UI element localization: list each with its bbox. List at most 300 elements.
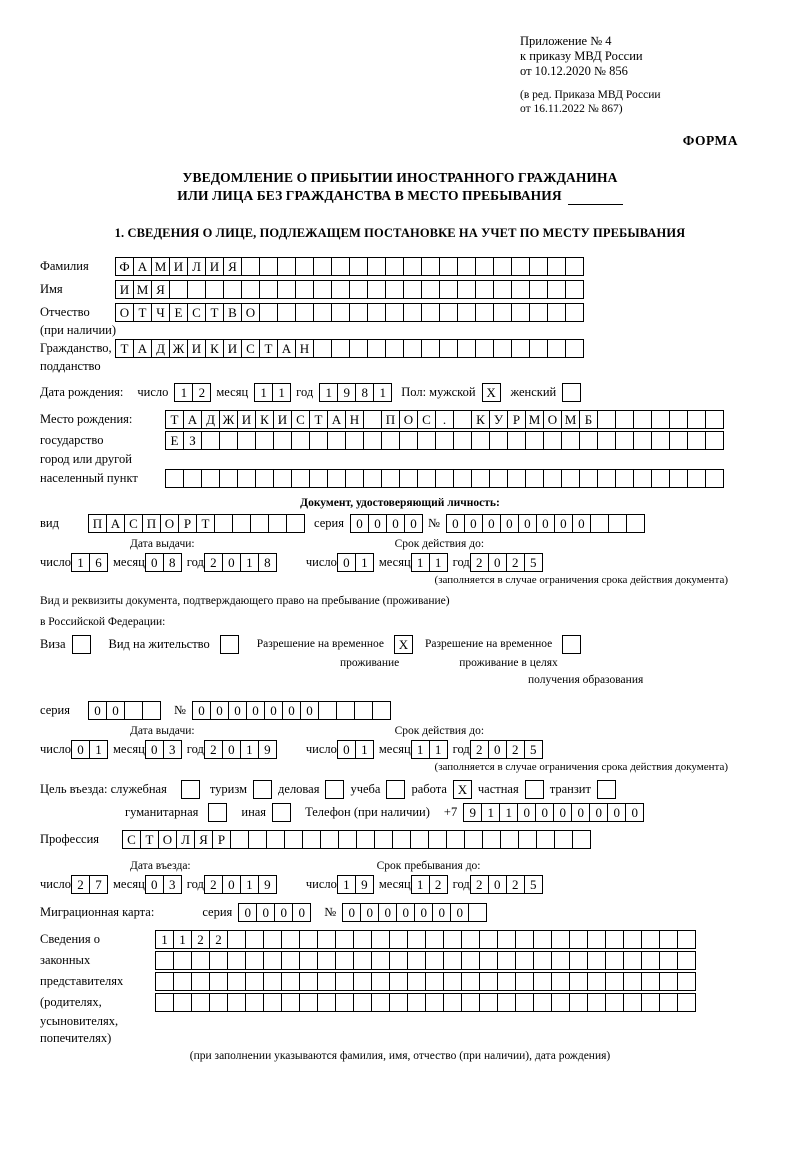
char-cell[interactable]: Н (345, 410, 364, 429)
char-cell[interactable] (605, 930, 624, 949)
char-cell[interactable]: 0 (360, 903, 379, 922)
permit-valid-month-input[interactable] (411, 740, 447, 759)
char-cell[interactable]: 0 (572, 514, 591, 533)
char-cell[interactable] (705, 469, 724, 488)
char-cell[interactable] (367, 257, 386, 276)
char-cell[interactable]: 8 (163, 553, 182, 572)
char-cell[interactable]: 0 (274, 903, 293, 922)
char-cell[interactable] (453, 410, 472, 429)
char-cell[interactable] (124, 701, 143, 720)
char-cell[interactable] (587, 951, 606, 970)
char-cell[interactable] (565, 339, 584, 358)
migration-series-input[interactable] (238, 903, 310, 922)
char-cell[interactable]: 1 (240, 553, 259, 572)
char-cell[interactable]: К (471, 410, 490, 429)
char-cell[interactable]: 0 (145, 740, 164, 759)
char-cell[interactable] (543, 431, 562, 450)
char-cell[interactable] (421, 257, 440, 276)
char-cell[interactable]: 0 (589, 803, 608, 822)
char-cell[interactable]: С (291, 410, 310, 429)
char-cell[interactable] (569, 930, 588, 949)
char-cell[interactable] (263, 993, 282, 1012)
char-cell[interactable]: С (122, 830, 141, 849)
char-cell[interactable]: . (435, 410, 454, 429)
char-cell[interactable]: К (205, 339, 224, 358)
char-cell[interactable] (623, 930, 642, 949)
char-cell[interactable] (511, 280, 530, 299)
char-cell[interactable]: 2 (71, 875, 90, 894)
char-cell[interactable]: 0 (432, 903, 451, 922)
char-cell[interactable] (313, 257, 332, 276)
identity-valid-year-input[interactable] (470, 553, 542, 572)
phone-input[interactable] (463, 803, 643, 822)
char-cell[interactable]: С (417, 410, 436, 429)
identity-valid-day-input[interactable] (337, 553, 373, 572)
char-cell[interactable] (335, 930, 354, 949)
char-cell[interactable]: У (489, 410, 508, 429)
char-cell[interactable] (250, 514, 269, 533)
char-cell[interactable]: 0 (222, 740, 241, 759)
char-cell[interactable] (705, 410, 724, 429)
char-cell[interactable] (439, 257, 458, 276)
char-cell[interactable] (227, 930, 246, 949)
char-cell[interactable] (389, 993, 408, 1012)
char-cell[interactable]: Т (140, 830, 159, 849)
char-cell[interactable]: 1 (355, 740, 374, 759)
birth-month-input[interactable] (254, 383, 290, 402)
stay-month-input[interactable] (411, 875, 447, 894)
char-cell[interactable]: 0 (264, 701, 283, 720)
char-cell[interactable]: 2 (204, 740, 223, 759)
char-cell[interactable] (687, 410, 706, 429)
char-cell[interactable] (536, 830, 555, 849)
char-cell[interactable] (597, 410, 616, 429)
char-cell[interactable]: 8 (355, 383, 374, 402)
char-cell[interactable] (677, 951, 696, 970)
char-cell[interactable] (407, 972, 426, 991)
char-cell[interactable]: М (525, 410, 544, 429)
char-cell[interactable] (443, 993, 462, 1012)
char-cell[interactable]: 2 (209, 930, 228, 949)
char-cell[interactable]: 0 (337, 553, 356, 572)
char-cell[interactable] (349, 303, 368, 322)
char-cell[interactable] (547, 257, 566, 276)
char-cell[interactable] (245, 972, 264, 991)
char-cell[interactable]: 1 (254, 383, 273, 402)
char-cell[interactable]: 0 (488, 553, 507, 572)
char-cell[interactable]: 0 (488, 740, 507, 759)
char-cell[interactable] (317, 930, 336, 949)
char-cell[interactable]: 0 (500, 514, 519, 533)
char-cell[interactable] (367, 280, 386, 299)
char-cell[interactable] (227, 951, 246, 970)
char-cell[interactable]: 1 (272, 383, 291, 402)
purpose-business-checkbox[interactable] (325, 780, 344, 799)
char-cell[interactable] (633, 431, 652, 450)
permit-number-input[interactable] (192, 701, 390, 720)
char-cell[interactable] (482, 830, 501, 849)
char-cell[interactable] (338, 830, 357, 849)
permit-series-input[interactable] (88, 701, 160, 720)
char-cell[interactable]: 3 (163, 875, 182, 894)
char-cell[interactable] (223, 280, 242, 299)
char-cell[interactable] (497, 993, 516, 1012)
entry-year-input[interactable] (204, 875, 276, 894)
char-cell[interactable] (471, 469, 490, 488)
char-cell[interactable]: 1 (411, 553, 430, 572)
char-cell[interactable] (493, 303, 512, 322)
char-cell[interactable] (155, 951, 174, 970)
char-cell[interactable] (353, 972, 372, 991)
char-cell[interactable]: О (399, 410, 418, 429)
char-cell[interactable] (313, 303, 332, 322)
purpose-transit-checkbox[interactable] (597, 780, 616, 799)
representatives-row-1[interactable] (155, 930, 695, 949)
char-cell[interactable]: 5 (524, 740, 543, 759)
char-cell[interactable] (457, 339, 476, 358)
char-cell[interactable]: А (133, 257, 152, 276)
char-cell[interactable]: К (255, 410, 274, 429)
char-cell[interactable] (479, 951, 498, 970)
char-cell[interactable] (641, 993, 660, 1012)
char-cell[interactable] (245, 951, 264, 970)
char-cell[interactable]: Я (223, 257, 242, 276)
char-cell[interactable] (569, 972, 588, 991)
char-cell[interactable] (237, 469, 256, 488)
char-cell[interactable]: 0 (536, 514, 555, 533)
char-cell[interactable] (421, 280, 440, 299)
char-cell[interactable] (417, 469, 436, 488)
char-cell[interactable] (659, 972, 678, 991)
char-cell[interactable] (245, 993, 264, 1012)
char-cell[interactable]: 1 (499, 803, 518, 822)
char-cell[interactable]: 0 (464, 514, 483, 533)
sex-female-checkbox[interactable] (562, 383, 581, 402)
char-cell[interactable]: И (273, 410, 292, 429)
char-cell[interactable] (687, 431, 706, 450)
char-cell[interactable] (299, 993, 318, 1012)
char-cell[interactable]: 5 (524, 553, 543, 572)
char-cell[interactable] (273, 469, 292, 488)
char-cell[interactable]: 0 (488, 875, 507, 894)
char-cell[interactable] (353, 951, 372, 970)
char-cell[interactable] (623, 951, 642, 970)
char-cell[interactable]: 0 (553, 803, 572, 822)
char-cell[interactable] (475, 280, 494, 299)
char-cell[interactable] (232, 514, 251, 533)
char-cell[interactable] (371, 993, 390, 1012)
char-cell[interactable] (349, 257, 368, 276)
char-cell[interactable]: 2 (191, 930, 210, 949)
char-cell[interactable]: 0 (337, 740, 356, 759)
char-cell[interactable] (561, 431, 580, 450)
char-cell[interactable]: 0 (246, 701, 265, 720)
char-cell[interactable] (551, 972, 570, 991)
purpose-official-checkbox[interactable] (181, 780, 200, 799)
char-cell[interactable]: А (277, 339, 296, 358)
char-cell[interactable] (633, 410, 652, 429)
char-cell[interactable] (317, 972, 336, 991)
char-cell[interactable] (443, 951, 462, 970)
char-cell[interactable] (331, 257, 350, 276)
char-cell[interactable]: Ж (169, 339, 188, 358)
char-cell[interactable]: И (237, 410, 256, 429)
char-cell[interactable]: И (187, 339, 206, 358)
char-cell[interactable] (597, 469, 616, 488)
permit-issue-month-input[interactable] (145, 740, 181, 759)
char-cell[interactable] (403, 257, 422, 276)
char-cell[interactable]: 0 (145, 875, 164, 894)
char-cell[interactable]: 9 (258, 875, 277, 894)
char-cell[interactable] (349, 339, 368, 358)
char-cell[interactable] (345, 469, 364, 488)
char-cell[interactable] (425, 951, 444, 970)
char-cell[interactable] (399, 431, 418, 450)
char-cell[interactable] (479, 930, 498, 949)
char-cell[interactable] (677, 930, 696, 949)
char-cell[interactable] (565, 257, 584, 276)
char-cell[interactable] (511, 303, 530, 322)
char-cell[interactable] (313, 280, 332, 299)
char-cell[interactable]: Л (176, 830, 195, 849)
char-cell[interactable]: 1 (155, 930, 174, 949)
char-cell[interactable] (587, 972, 606, 991)
char-cell[interactable] (313, 339, 332, 358)
char-cell[interactable]: Б (579, 410, 598, 429)
identity-valid-month-input[interactable] (411, 553, 447, 572)
char-cell[interactable]: Т (133, 303, 152, 322)
char-cell[interactable] (669, 410, 688, 429)
char-cell[interactable] (281, 951, 300, 970)
char-cell[interactable] (659, 993, 678, 1012)
char-cell[interactable] (259, 303, 278, 322)
char-cell[interactable] (525, 431, 544, 450)
char-cell[interactable] (191, 951, 210, 970)
char-cell[interactable] (669, 469, 688, 488)
char-cell[interactable]: Е (169, 303, 188, 322)
char-cell[interactable] (371, 930, 390, 949)
char-cell[interactable]: О (115, 303, 134, 322)
char-cell[interactable] (291, 469, 310, 488)
char-cell[interactable]: 0 (404, 514, 423, 533)
char-cell[interactable] (155, 972, 174, 991)
char-cell[interactable] (277, 280, 296, 299)
identity-issue-month-input[interactable] (145, 553, 181, 572)
char-cell[interactable] (385, 339, 404, 358)
char-cell[interactable] (493, 339, 512, 358)
char-cell[interactable] (439, 303, 458, 322)
char-cell[interactable]: Ф (115, 257, 134, 276)
char-cell[interactable]: 0 (517, 803, 536, 822)
surname-input[interactable] (115, 257, 583, 276)
char-cell[interactable]: 1 (337, 875, 356, 894)
char-cell[interactable]: И (223, 339, 242, 358)
char-cell[interactable] (533, 951, 552, 970)
char-cell[interactable] (605, 972, 624, 991)
char-cell[interactable]: 2 (470, 875, 489, 894)
char-cell[interactable] (457, 303, 476, 322)
char-cell[interactable]: Р (507, 410, 526, 429)
char-cell[interactable] (651, 410, 670, 429)
char-cell[interactable] (410, 830, 429, 849)
char-cell[interactable]: 1 (373, 383, 392, 402)
char-cell[interactable] (281, 930, 300, 949)
permit-valid-day-input[interactable] (337, 740, 373, 759)
char-cell[interactable]: 0 (350, 514, 369, 533)
char-cell[interactable] (155, 993, 174, 1012)
char-cell[interactable] (389, 930, 408, 949)
char-cell[interactable] (687, 469, 706, 488)
char-cell[interactable]: 0 (292, 903, 311, 922)
purpose-private-checkbox[interactable] (525, 780, 544, 799)
purpose-tourism-checkbox[interactable] (253, 780, 272, 799)
char-cell[interactable]: 0 (386, 514, 405, 533)
char-cell[interactable]: 0 (222, 553, 241, 572)
identity-issue-year-input[interactable] (204, 553, 276, 572)
char-cell[interactable]: 2 (204, 553, 223, 572)
identity-number-input[interactable] (446, 514, 644, 533)
char-cell[interactable] (201, 469, 220, 488)
char-cell[interactable]: 0 (607, 803, 626, 822)
char-cell[interactable]: В (223, 303, 242, 322)
char-cell[interactable] (291, 431, 310, 450)
char-cell[interactable] (331, 339, 350, 358)
char-cell[interactable]: Т (196, 514, 215, 533)
identity-kind-input[interactable] (88, 514, 304, 533)
char-cell[interactable] (551, 930, 570, 949)
char-cell[interactable] (461, 930, 480, 949)
char-cell[interactable] (372, 701, 391, 720)
char-cell[interactable] (497, 930, 516, 949)
char-cell[interactable]: 9 (463, 803, 482, 822)
char-cell[interactable]: А (133, 339, 152, 358)
char-cell[interactable] (219, 431, 238, 450)
char-cell[interactable] (533, 930, 552, 949)
char-cell[interactable] (515, 972, 534, 991)
visa-checkbox[interactable] (72, 635, 91, 654)
char-cell[interactable]: 5 (524, 875, 543, 894)
char-cell[interactable] (299, 972, 318, 991)
char-cell[interactable] (331, 303, 350, 322)
birthplace-row-1[interactable] (165, 410, 723, 429)
char-cell[interactable]: О (160, 514, 179, 533)
char-cell[interactable]: 1 (429, 740, 448, 759)
char-cell[interactable] (317, 993, 336, 1012)
char-cell[interactable] (349, 280, 368, 299)
char-cell[interactable]: 0 (300, 701, 319, 720)
char-cell[interactable] (547, 280, 566, 299)
char-cell[interactable] (479, 972, 498, 991)
char-cell[interactable] (403, 339, 422, 358)
char-cell[interactable] (457, 257, 476, 276)
char-cell[interactable]: Т (259, 339, 278, 358)
char-cell[interactable]: 0 (482, 514, 501, 533)
char-cell[interactable]: 0 (554, 514, 573, 533)
char-cell[interactable] (309, 469, 328, 488)
char-cell[interactable] (299, 951, 318, 970)
char-cell[interactable]: Я (151, 280, 170, 299)
char-cell[interactable] (479, 993, 498, 1012)
char-cell[interactable]: 0 (222, 875, 241, 894)
char-cell[interactable] (515, 993, 534, 1012)
char-cell[interactable] (529, 280, 548, 299)
char-cell[interactable]: 1 (240, 875, 259, 894)
char-cell[interactable] (439, 280, 458, 299)
char-cell[interactable] (230, 830, 249, 849)
char-cell[interactable]: М (133, 280, 152, 299)
char-cell[interactable] (421, 303, 440, 322)
char-cell[interactable] (336, 701, 355, 720)
stay-day-input[interactable] (337, 875, 373, 894)
char-cell[interactable]: 0 (518, 514, 537, 533)
char-cell[interactable]: 1 (355, 553, 374, 572)
char-cell[interactable]: Л (187, 257, 206, 276)
char-cell[interactable] (439, 339, 458, 358)
purpose-work-checkbox[interactable]: X (453, 780, 472, 799)
char-cell[interactable] (417, 431, 436, 450)
char-cell[interactable] (425, 972, 444, 991)
char-cell[interactable] (363, 410, 382, 429)
char-cell[interactable]: 0 (396, 903, 415, 922)
char-cell[interactable] (641, 951, 660, 970)
char-cell[interactable] (385, 257, 404, 276)
char-cell[interactable] (489, 469, 508, 488)
char-cell[interactable] (633, 469, 652, 488)
char-cell[interactable] (507, 469, 526, 488)
char-cell[interactable]: Я (194, 830, 213, 849)
char-cell[interactable] (385, 280, 404, 299)
char-cell[interactable] (403, 303, 422, 322)
char-cell[interactable] (529, 339, 548, 358)
representatives-row-4[interactable] (155, 993, 695, 1012)
char-cell[interactable] (515, 951, 534, 970)
char-cell[interactable]: 0 (106, 701, 125, 720)
char-cell[interactable] (259, 257, 278, 276)
char-cell[interactable] (381, 469, 400, 488)
char-cell[interactable] (525, 469, 544, 488)
char-cell[interactable] (677, 972, 696, 991)
char-cell[interactable] (345, 431, 364, 450)
char-cell[interactable] (237, 431, 256, 450)
char-cell[interactable]: П (142, 514, 161, 533)
char-cell[interactable] (263, 930, 282, 949)
char-cell[interactable]: 2 (470, 740, 489, 759)
char-cell[interactable] (335, 951, 354, 970)
char-cell[interactable]: Д (201, 410, 220, 429)
char-cell[interactable]: 9 (355, 875, 374, 894)
char-cell[interactable] (255, 469, 274, 488)
char-cell[interactable]: 0 (88, 701, 107, 720)
char-cell[interactable] (493, 280, 512, 299)
citizenship-input[interactable] (115, 339, 583, 358)
char-cell[interactable] (572, 830, 591, 849)
char-cell[interactable] (461, 951, 480, 970)
char-cell[interactable] (173, 993, 192, 1012)
char-cell[interactable] (461, 972, 480, 991)
temp-residence-checkbox[interactable]: X (394, 635, 413, 654)
char-cell[interactable] (169, 280, 188, 299)
char-cell[interactable] (464, 830, 483, 849)
char-cell[interactable] (511, 257, 530, 276)
char-cell[interactable] (608, 514, 627, 533)
char-cell[interactable]: 0 (210, 701, 229, 720)
char-cell[interactable]: 9 (337, 383, 356, 402)
char-cell[interactable] (626, 514, 645, 533)
char-cell[interactable] (191, 972, 210, 991)
char-cell[interactable] (241, 280, 260, 299)
char-cell[interactable]: Ч (151, 303, 170, 322)
char-cell[interactable] (389, 972, 408, 991)
